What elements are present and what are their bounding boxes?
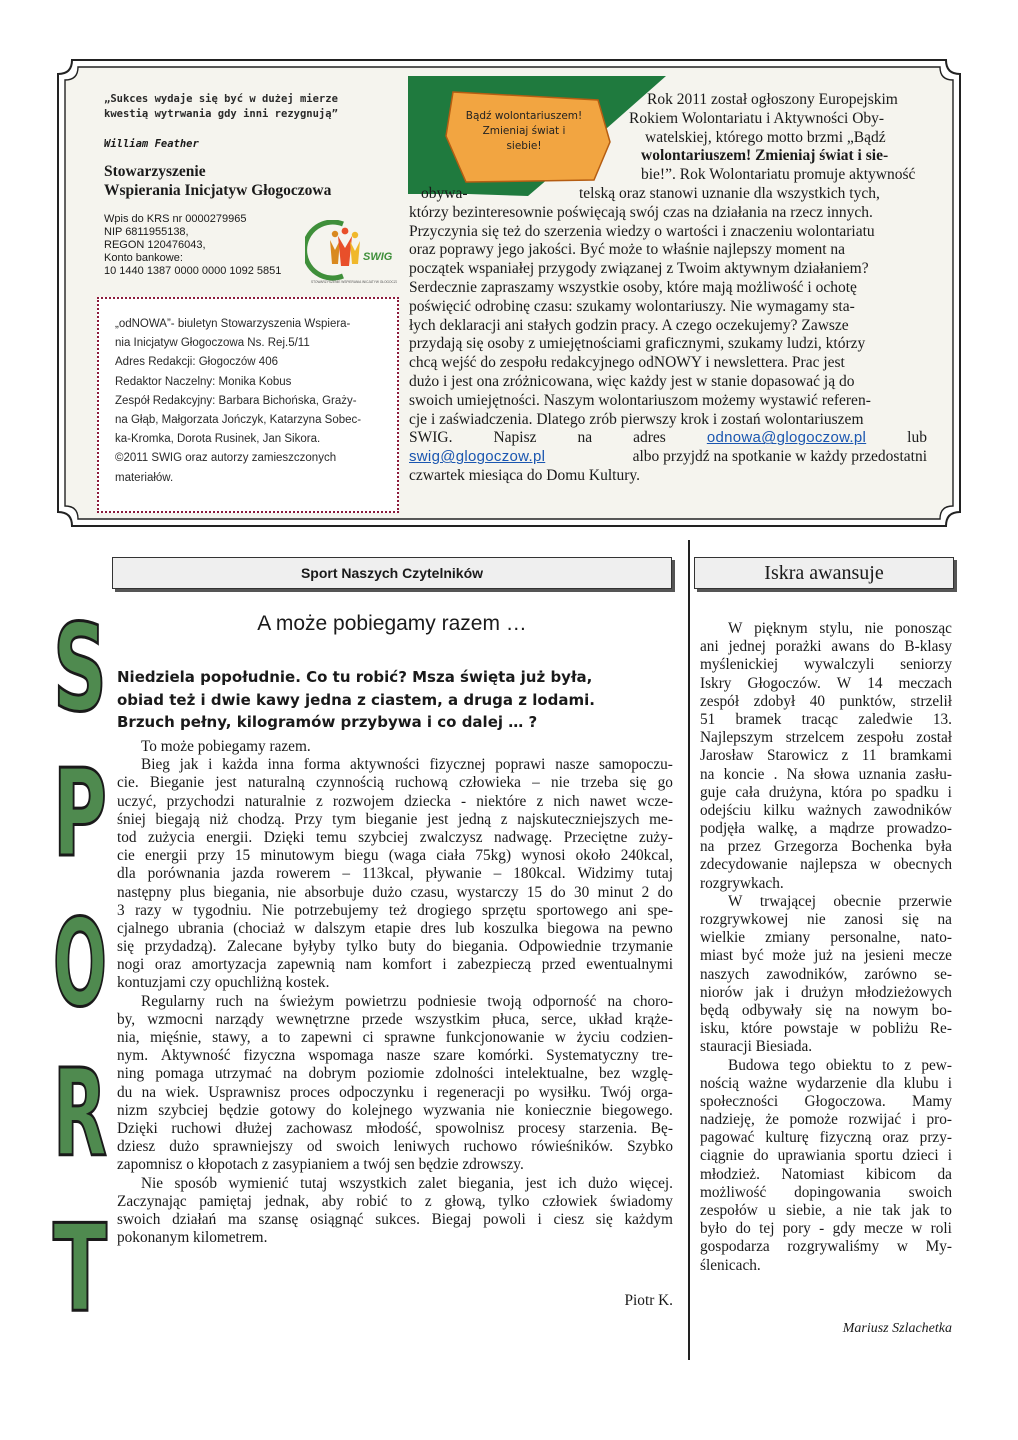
lead-line: Niedziela popołudnie. Co tu robić? Msza święta już była, — [117, 668, 593, 686]
lead-line: Brzuch pełny, kilogramów przybywa i co dalej … ? — [117, 713, 538, 731]
imprint-line: na Głąb, Małgorzata Jończyk, Katarzyna Sobec- — [115, 414, 362, 427]
body-line: kontuzjami czy opuchliżną kostek. — [117, 974, 330, 992]
section-header-sport: Sport Naszych Czytelników — [112, 557, 672, 589]
body-line: ani jednej porażki awans do B-klasy — [700, 638, 952, 656]
intro-line: czwartek miesiąca do Domu Kultury. — [409, 466, 640, 484]
sport-letter: S — [53, 610, 107, 739]
article-author: Piotr K. — [624, 1292, 673, 1309]
imprint-box — [97, 297, 399, 513]
body-line: Zaczynając pamiętaj jednak, aby robić to z głową, tylko człowiek świadomy — [117, 1192, 673, 1210]
quote-line: kwestią wytrwania gdy inni rezygnują” — [104, 108, 338, 120]
logo-text: SWIG — [363, 251, 393, 263]
body-line: ciągnie do uprawiania sportu dzieci i — [700, 1147, 952, 1165]
body-line: W pięknym stylu, nie ponosząc — [728, 620, 952, 637]
swig-logo — [305, 220, 397, 286]
imprint-line: Zespół Redakcyjny: Barbara Bichońska, Graży- — [115, 394, 357, 407]
body-line: niorów jak i drużyn młodzieżowych — [700, 983, 952, 1001]
body-line: nia, mięśnie, stawy, a to zapewni ci sprawne funkcjonowanie w życiu codzien- — [117, 1029, 673, 1046]
intro-line: łych deklaracji ani stałych godzin pracy. A czego oczekujemy? Zawsze — [409, 316, 849, 334]
body-line: Nie sposób wymienić tutaj wszystkich zalet biegania, jest ich dużo więcej. — [141, 1174, 673, 1192]
body-line: isku, które powstaje w pobliżu Re- — [700, 1020, 952, 1038]
body-line: Najlepszym strzelcem zespołu został — [700, 729, 952, 747]
imprint-line: „odNOWA”- biuletyn Stowarzyszenia Wspiera- — [115, 318, 351, 330]
body-line: Jarosław Starowicz z 11 bramkami — [700, 747, 952, 765]
body-line: społeczności Głogoczowa. Mamy — [700, 1092, 952, 1110]
intro-line: swoich umiejętności. Naszym wolontariuszom możemy wystawić referen- — [409, 391, 871, 409]
body-line: du na wiek. Usprawnisz proces odpoczynku i regeneracji po wysiłku. Twój orga- — [117, 1083, 673, 1101]
organization-name: Stowarzyszenie Wspierania Inicjatyw Głogoczowa — [104, 163, 332, 199]
sport-vertical-title — [48, 610, 112, 1340]
organization-details — [104, 213, 281, 278]
iskra-article-body — [700, 620, 952, 1275]
article-body — [117, 738, 673, 1247]
intro-line: Rok 2011 został ogłoszony Europejskim — [647, 91, 898, 108]
intro-line: Przyczynia się też do szerzenia wiedzy o wartości i znaczeniu wolontariatu — [409, 222, 875, 240]
body-line: naszych zawodników, zarówno se- — [700, 965, 952, 983]
body-line: stauracji Biesiada. — [700, 1038, 813, 1056]
article-title: A może pobiegamy razem … — [257, 612, 527, 635]
intro-line: przydają się osoby z umiejętnościami graficznymi, szukamy ludzi, którzy — [409, 335, 866, 353]
intro-line: Rokiem Wolontariatu i Aktywności Oby- — [629, 109, 885, 127]
body-line: 51 bramek tracąc zaledwie 13. — [700, 710, 952, 728]
intro-contact-line: swig@glogoczow.pl albo przyjdź na spotkanie w każdy przedostatni — [409, 448, 927, 466]
intro-line: obywa- telską oraz stanowi uznanie dla wszystkich tych, — [421, 184, 880, 202]
body-line: wielkie zmiany personalne, nato- — [700, 929, 952, 947]
body-line: miast być może już na jesieni mecze — [700, 947, 952, 965]
body-line: pagować kulturę fizyczną oraz przy- — [700, 1129, 952, 1147]
body-line: Regularny ruch na świeżym powietrzu podniesie twoją odporność na choro- — [141, 992, 673, 1010]
body-line: zespołów u siebie, a nie tak jak to — [700, 1202, 952, 1219]
imprint-line: materiałów. — [115, 471, 174, 484]
body-line: swoich działań ma szansę osiągnąć sukces. Biegaj powoli i ciesz się każdym — [117, 1210, 673, 1228]
body-line: dziesz dużo sprawniejszy od swoich leniwych ruchowo rówieśników. Szybko — [117, 1138, 673, 1156]
body-line: następny plus biegania, nie absorbuje dużo czasu, wystarczy 15 do 30 minut 2 do — [117, 883, 673, 901]
body-line: odejściu kilku ważnych zawodników — [700, 801, 952, 819]
article-lead — [117, 666, 673, 734]
body-line: nizm szybciej będzie gotowy do kolejnego wyzwania nie koniecznie biegowego. — [117, 1101, 673, 1119]
iskra-article-author: Mariusz Szlachetka — [842, 1321, 952, 1336]
account-number: 10 1440 1387 0000 0000 1092 5851 — [104, 265, 282, 277]
body-line: się przydadzą). Zalecane byłyby tylko buty do biegania. Odpowiednie trzymanie — [117, 938, 673, 956]
body-line: możliwość dopingowania swoich — [700, 1183, 952, 1201]
body-line: 3 razy w tygodniu. Nie potrzebujemy też drogiego sprzętu sportowego ani spe- — [117, 901, 673, 919]
body-line: młodzież. Natomiast kibicom da — [700, 1165, 952, 1183]
body-line: zespół zdobył 40 punktów, strzelił — [700, 692, 952, 710]
body-line: W trwającej obecnie przerwie — [728, 892, 952, 910]
body-line: Dzięki ruchowi dłużej zachowasz młodość, spowolnisz procesy starzenia. Bę- — [117, 1119, 673, 1137]
imprint-line: ka-Kromka, Dorota Rusinek, Jan Sikora. — [115, 433, 321, 446]
intro-line: bie!”. Rok Wolontariatu promuje aktywność — [641, 166, 916, 184]
email-link-odnowa[interactable]: odnowa@glogoczow.pl — [706, 429, 867, 447]
body-line: myślenickiej wywalczyli seniorzy — [700, 656, 952, 674]
body-line: Iskry Głogoczów. W 14 meczach — [700, 674, 952, 692]
body-line: śniej biegają niż chodzą. Przy tym bieganie jest jedną z najskuteczniejszych me- — [117, 810, 673, 828]
body-line: nadzieję, że pomoże rozwijać i pro- — [700, 1111, 952, 1129]
body-line: pokonanym kilometrem. — [117, 1229, 268, 1247]
body-line: podjęła walkę, a mądrze prowadzo- — [700, 820, 952, 838]
intro-line: watelskiej, którego motto brzmi „Bądź — [645, 128, 886, 146]
body-line: Bieg jak i każda inna forma aktywności fizycznej poprawi nasze samopoczu- — [141, 756, 673, 774]
nip-number: NIP 6811955138, — [104, 226, 189, 238]
sport-letter: T — [53, 1200, 108, 1339]
body-line: ślenicach. — [700, 1256, 761, 1274]
intro-line: którzy bezinteresownie poświęcają swój czas na działania na rzecz innych. — [409, 203, 873, 221]
account-label: Konto bankowe: — [104, 252, 183, 264]
intro-line: wolontariuszem! Zmieniaj świat i sie- — [641, 147, 889, 165]
intro-line: poświęcić odrobinę czasu: szukamy wolontariuszy. Nie wymagamy sta- — [409, 297, 855, 315]
body-line: tod zużycia energii. Dzięki temu szybciej zwalczysz nadwagę. Przeciętne zuży- — [117, 828, 673, 846]
intro-line: oraz poprawy jego jakości. Być może to właśnie najlepszy moment na — [409, 241, 846, 259]
body-line: było do tej pory - gdy mecze w roli — [700, 1220, 952, 1238]
body-line: nością ważne wydarzenie dla klubu i — [700, 1074, 952, 1092]
body-line: zapomnisz o kłopotach z zasypianiem a twój sen będzie zdrowszy. — [117, 1156, 524, 1174]
body-line: cie. Bieganie jest naturalną czynnością ruchową człowieka – nie trzeba się go — [117, 774, 673, 792]
body-line: Budowa tego obiektu to z pew- — [728, 1056, 952, 1074]
body-line: To może pobiegamy razem. — [141, 738, 311, 755]
body-line: uczyć, przychodzi naturalnie z rozwojem dziecka - niektóre z nich nawet wcze- — [117, 792, 673, 810]
swig-logo-icon — [305, 220, 397, 286]
sport-letter: R — [53, 1045, 107, 1184]
quote-line: „Sukces wydaje się być w dużej mierze — [104, 93, 338, 105]
body-line: rozgrywkach. — [700, 874, 784, 892]
imprint-line: Redaktor Naczelny: Monika Kobus — [115, 375, 292, 388]
column-divider — [688, 540, 690, 1360]
intro-line: cje i zaświadczenia. Dlatego zrób pierwszy krok i zostań wolontariuszem — [409, 410, 864, 428]
motto-quote — [104, 92, 394, 122]
body-line: cjalnego ubrania (chociaż w dalszym etapie dres lub koszulka biegowa na pewno — [117, 919, 673, 937]
krs-number: Wpis do KRS nr 0000279965 — [104, 213, 247, 225]
logo-caption: STOWARZYSZENIE WSPIERANIA INICJATYW GŁOGOCZOWA — [311, 280, 397, 284]
body-line: nogi oraz amortyzacja zapewnią nam komfort i zabezpieczą przed ewentualnymi — [117, 956, 673, 974]
regon-number: REGON 120476043, — [104, 239, 206, 251]
imprint-line: ©2011 SWIG oraz autorzy zamieszczonych — [115, 452, 337, 465]
body-line: dla porównania jazda rowerem – 113kcal, pływanie – 180kcal. Widzimy tutaj — [117, 865, 673, 883]
volunteer-intro-text — [409, 91, 927, 486]
quote-author: William Feather — [104, 138, 199, 150]
body-line: guje cała drużyna, która po spadku i — [700, 783, 952, 801]
email-link-swig[interactable]: swig@glogoczow.pl — [409, 448, 546, 466]
intro-line: Serdecznie zapraszamy wszystkie osoby, które mają możliwość i ochotę — [409, 278, 857, 296]
intro-line: początek wspaniałej przygody związanej z Twoim aktywnym działaniem? — [409, 260, 869, 278]
body-line: rozgrywkowej nie zanosi się na — [700, 911, 952, 928]
lead-line: obiad też i dwie kawy jedna z ciastem, a druga z lodami. — [117, 690, 595, 709]
imprint-line: nia Inicjatyw Głogoczowa Ns. Rej.5/11 — [115, 337, 310, 350]
body-line: zdecydowanie najlepsza w obecnych — [700, 856, 952, 874]
body-line: by, wzmocni narządy wewnętrzne przede wszystkim płuca, serce, układ krąże- — [117, 1010, 673, 1028]
intro-contact-line: SWIG. Napisz na adres odnowa@glogoczow.pl lub — [409, 429, 927, 447]
body-line: cie energii przy 15 minutowym biegu (waga ciała 75kg) wynosi około 240kcal, — [117, 847, 673, 865]
volunteer-badge: Bądź wolontariuszem! Zmieniaj świat i siebie! — [465, 110, 583, 152]
body-line: na koncie . Na słowa uznania zasłu- — [700, 765, 952, 783]
sport-letter: P — [53, 745, 107, 884]
intro-line: chcą wejść do zespołu redakcyjnego odNOWY i newslettera. Prac jest — [409, 354, 845, 372]
body-line: nym. Aktywność fizyczna wspomaga nasze szare komórki. Systematyczny tre- — [117, 1047, 673, 1065]
body-line: ning pomaga utrzymać na dobrym poziomie zdolności intelektualne, bez wzglę- — [117, 1065, 673, 1083]
intro-line: dużo i jest ona zróżnicowana, więc każdy jest w stanie dopasować ją do — [409, 372, 855, 390]
body-line: gospodarza rozgrywaliśmy w My- — [700, 1238, 952, 1256]
imprint-line: Adres Redakcji: Głogoczów 406 — [115, 356, 278, 369]
body-line: na przez Grzegorza Bochenka była — [700, 838, 952, 856]
section-header-iskra: Iskra awansuje — [694, 557, 954, 589]
body-line: będą odbywały się na nowym bo- — [700, 1001, 952, 1019]
sport-letter: O — [53, 895, 107, 1034]
